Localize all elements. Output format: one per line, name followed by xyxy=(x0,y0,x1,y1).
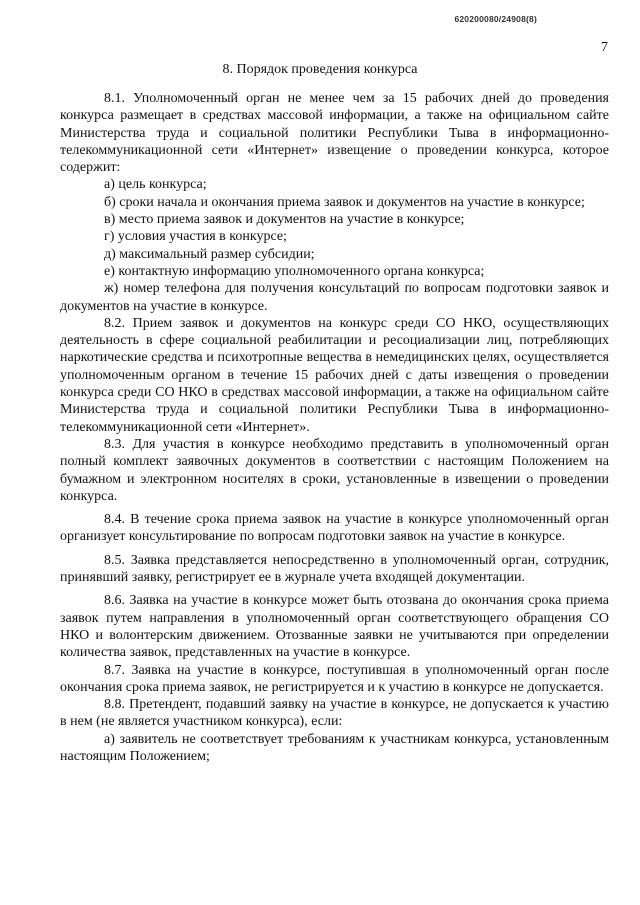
list-item-b: б) сроки начала и окончания приема заявок и документов на участие в конкурсе; xyxy=(104,194,585,210)
list-item-e: е) контактную информацию уполномоченного органа конкурса; xyxy=(104,263,485,279)
page-number: 7 xyxy=(601,40,608,55)
list-item-zh: ж) номер телефона для получения консультаций по вопросам подготовки заявок и документов на участие в конкурсе. xyxy=(60,281,609,314)
section-title: 8. Порядок проведения конкурса xyxy=(222,62,418,77)
list-item-d: д) максимальный размер субсидии; xyxy=(104,246,315,262)
paragraph-8-2: 8.2. Прием заявок и документов на конкурс среди СО НКО, осуществляющих деятельность в сфере социальной реабилитации и ресоциализации лиц, потребляющих наркотические средства и психотропные вещества в немедицинских целях, осуществляется уполномоченным органом в течение 15 рабочих дней с даты извещения о проведении конкурса среди СО НКО в средствах массовой информации, а также на официальном сайте Министерства труда и социальной политики Республики Тыва в информационно-телекоммуникационной сети «Интернет». xyxy=(60,315,609,435)
paragraph-8-6: 8.6. Заявка на участие в конкурсе может быть отозвана до окончания срока приема заявок путем направления в уполномоченный орган соответствующего обращения СО НКО и волонтерским движением. Отозванные заявки не учитываются при определении количества заявок, представленных на участие в конкурсе. xyxy=(60,593,609,661)
list-item-g: г) условия участия в конкурсе; xyxy=(104,229,287,245)
paragraph-8-8: 8.8. Претендент, подавший заявку на участие в конкурсе, не допускается к участию в нем (не является участником конкурса), если: xyxy=(60,697,609,730)
paragraph-8-1: 8.1. Уполномоченный орган не менее чем за 15 рабочих дней до проведения конкурса размещает в средствах массовой информации, а также на официальном сайте Министерства труда и социальной политики Республики Тыва в информационно-телекоммуникационной сети «Интернет» извещение о проведении конкурса, которое содержит: xyxy=(60,91,609,176)
paragraph-8-4: 8.4. В течение срока приема заявок на участие в конкурсе уполномоченный орган организует консультирование по вопросам подготовки заявок на участие в конкурсе. xyxy=(60,512,609,545)
paragraph-8-3: 8.3. Для участия в конкурсе необходимо представить в уполномоченный орган полный комплект заявочных документов в соответствии с настоящим Положением на бумажном и электронном носителях в сроки, установленные в извещении о проведении конкурса. xyxy=(60,436,609,504)
document-code: 620200080/24908(8) xyxy=(454,14,537,24)
paragraph-8-7: 8.7. Заявка на участие в конкурсе, поступившая в уполномоченный орган после окончания срока приема заявок, не регистрируется и к участию в конкурсе не допускается. xyxy=(60,662,609,695)
paragraph-8-5: 8.5. Заявка представляется непосредственно в уполномоченный орган, сотрудник, принявший заявку, регистрирует ее в журнале учета входящей документации. xyxy=(60,552,609,586)
list-item-v: в) место приема заявок и документов на участие в конкурсе; xyxy=(104,212,465,228)
document-body xyxy=(60,90,609,765)
list-item-8-8-a: а) заявитель не соответствует требованиям к участникам конкурса, установленным настоящим Положением; xyxy=(60,731,609,764)
list-item-a: а) цель конкурса; xyxy=(104,177,207,193)
